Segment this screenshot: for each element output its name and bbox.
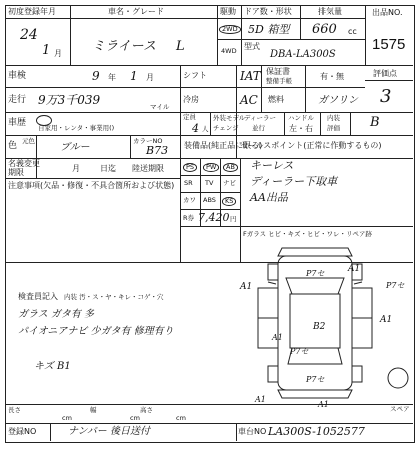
sales-point-1: キーレス: [250, 159, 294, 172]
color-label: 色: [8, 141, 18, 151]
equipment-aw: カワ: [183, 196, 196, 204]
score-value: 3: [380, 86, 392, 107]
rule: [50, 423, 51, 441]
rule: [284, 112, 285, 135]
interior-value: B: [370, 115, 380, 130]
damage-mark: P7セ: [306, 375, 325, 384]
handle-options: 左・右: [289, 124, 313, 133]
shift-label: シフト: [183, 71, 207, 80]
fuel-label: 燃料: [268, 95, 284, 104]
rule: [5, 18, 365, 19]
inspector-line-1: ガラス ガタ有 多: [18, 309, 95, 320]
car-name: ミライース: [92, 39, 156, 54]
color-code-value: B73: [146, 144, 169, 157]
first-reg-month-unit: 月: [54, 49, 62, 58]
warranty-sub: 整備手帳: [266, 77, 292, 85]
rule: [180, 192, 240, 193]
usage-options: 自家用・レンタ・事業用(): [38, 124, 115, 132]
equipment-pw: PW: [203, 163, 219, 172]
rule: [236, 423, 237, 441]
displacement-value: 660: [312, 22, 337, 37]
equipment-ab: AB: [223, 163, 238, 172]
color-change-sub: チェンジ: [213, 124, 239, 132]
rule: [210, 112, 211, 135]
drive-label: 駆動: [220, 7, 236, 16]
equipment-abs: ABS: [203, 196, 216, 204]
sales-point-3: AA出品: [250, 191, 288, 204]
rule: [36, 135, 37, 158]
reg-label: 登録NO: [8, 427, 37, 436]
rule: [261, 65, 262, 112]
rule: [320, 112, 321, 135]
original-color-label: 元色: [22, 137, 35, 145]
notes-label: 注意事項(欠品・修復・不具合箇所および状態): [8, 181, 175, 190]
width-unit: cm: [130, 414, 140, 422]
deadline-label: 陸送期限: [132, 164, 164, 173]
lot-label: 出品NO.: [372, 8, 403, 17]
chassis-value: LA300S-1052577: [268, 425, 365, 438]
damage-mark: A1: [348, 264, 361, 274]
width-label: 幅: [90, 406, 97, 414]
displacement-unit: cc: [348, 27, 357, 36]
drive-2wd: 2WD: [219, 25, 241, 34]
name-grade-label: 車名・グレード: [108, 7, 164, 16]
rule: [240, 226, 413, 227]
ac-label: 冷房: [183, 95, 199, 104]
name-change-label-1: 名義変更: [8, 159, 40, 168]
equipment-ps: PS: [183, 163, 197, 172]
first-reg-year: 24: [20, 27, 38, 43]
doors-value: 5D 箱型: [248, 23, 290, 36]
mileage-unit: マイル: [150, 103, 170, 111]
sales-point-2: ディーラー下取車: [250, 175, 338, 188]
price-unit: 円: [230, 215, 237, 223]
equipment-tv: TV: [205, 179, 214, 187]
mileage-value: 9万3千039: [38, 93, 101, 107]
price-label: R券: [183, 214, 195, 222]
doors-label: ドア数・形状: [244, 7, 292, 16]
lot-value: 1575: [372, 36, 406, 53]
name-change-month-unit: 月: [72, 164, 80, 173]
height-label: 高さ: [140, 406, 153, 414]
damage-mark: A1: [380, 315, 393, 325]
color-change-label: 外装モデル: [213, 114, 246, 122]
rule: [305, 65, 306, 112]
shaken-year-unit: 年: [108, 73, 116, 82]
score-label: 評価点: [373, 69, 397, 78]
dealer-sub: 並行: [252, 124, 265, 132]
damage-mark: P7セ: [386, 281, 405, 290]
color-code-label: カラーNO: [133, 137, 163, 145]
shift-value: IAT: [240, 69, 261, 83]
first-reg-label: 初度登録年月: [8, 7, 56, 16]
inspector-line-3: キズ B1: [34, 361, 71, 372]
shaken-year: 9: [92, 69, 100, 83]
rule: [5, 87, 365, 88]
rule: [180, 175, 240, 176]
interior-sub: 評価: [327, 124, 340, 132]
rule: [5, 423, 413, 424]
displacement-label: 排気量: [318, 7, 342, 16]
grade: L: [176, 39, 185, 54]
capacity-unit: 人: [202, 125, 209, 133]
damage-mark: P7セ: [290, 347, 309, 356]
rule: [365, 5, 366, 66]
height-unit: cm: [176, 414, 186, 422]
equipment-label: 装備品(純正品に限る): [184, 141, 263, 150]
rule: [5, 135, 413, 136]
damage-mark: A1: [318, 400, 329, 409]
first-reg-month: 1: [42, 43, 51, 58]
length-label: 長さ: [8, 406, 21, 414]
chassis-label: 車台NO: [238, 427, 267, 436]
fuel-value: ガソリン: [318, 95, 358, 106]
rule: [217, 5, 218, 66]
reg-value: ナンバー 後日送付: [68, 426, 150, 437]
handle-label: ハンドル: [288, 114, 314, 122]
warranty-label: 保証書: [266, 67, 290, 76]
rule: [70, 5, 71, 66]
shaken-month: 1: [130, 69, 138, 83]
dealer-label: ディーラー: [244, 114, 276, 122]
inspector-line-2: パイオニアナビ 少ガタ有 修理有り: [18, 326, 174, 337]
interior-label: 内装: [327, 114, 340, 122]
equipment-sr: SR: [184, 179, 193, 187]
rule: [5, 178, 180, 179]
rule: [180, 65, 181, 262]
equipment-navi: ナビ: [223, 179, 236, 187]
ac-value: AC: [240, 93, 258, 107]
equipment-ks: KS: [222, 197, 236, 206]
sales-point-label: セールスポイント(正常に作動するもの): [240, 141, 382, 150]
drive-4wd: 4WD: [221, 47, 237, 55]
model-value: DBA-LA300S: [270, 49, 336, 60]
rule: [300, 5, 301, 39]
rule: [180, 209, 240, 210]
damage-mark: A1: [272, 333, 283, 342]
capacity-label: 定員: [183, 113, 196, 121]
warranty-options: 有・無: [320, 72, 344, 81]
color-value: ブルー: [60, 142, 90, 153]
name-change-label-2: 期限: [8, 168, 24, 177]
damage-mark: P7セ: [306, 269, 325, 278]
spare-label: スペア: [390, 405, 410, 413]
shaken-month-unit: 月: [146, 73, 154, 82]
name-change-day-unit: 日迄: [100, 164, 116, 173]
damage-mark: B2: [313, 322, 326, 332]
inspector-categories: 内装 汚・ス・ヤ・キレ・コゲ・穴: [64, 293, 164, 301]
shaken-label: 車検: [8, 71, 27, 81]
rule: [180, 226, 240, 227]
model-label: 型式: [244, 42, 260, 51]
usage-selected-mark: [36, 115, 52, 126]
rule: [5, 65, 413, 66]
mileage-label: 走行: [8, 95, 27, 105]
length-unit: cm: [62, 414, 72, 422]
rule: [241, 5, 242, 66]
capacity-value: 4: [192, 122, 199, 135]
damage-mark: A1: [255, 395, 266, 404]
rule: [5, 158, 413, 159]
damage-mark: A1: [240, 282, 253, 292]
rule: [365, 80, 413, 81]
glass-text: Fガラス ヒビ・キズ・ヒビ・ワレ・リペア跡: [243, 230, 372, 238]
usage-label: 車歴: [8, 118, 27, 128]
rule: [130, 135, 131, 158]
inspector-label: 検査員記入: [18, 292, 58, 301]
rule: [217, 39, 365, 40]
rule: [350, 112, 351, 135]
rule: [5, 112, 413, 113]
price-value: 7,420: [198, 211, 230, 224]
